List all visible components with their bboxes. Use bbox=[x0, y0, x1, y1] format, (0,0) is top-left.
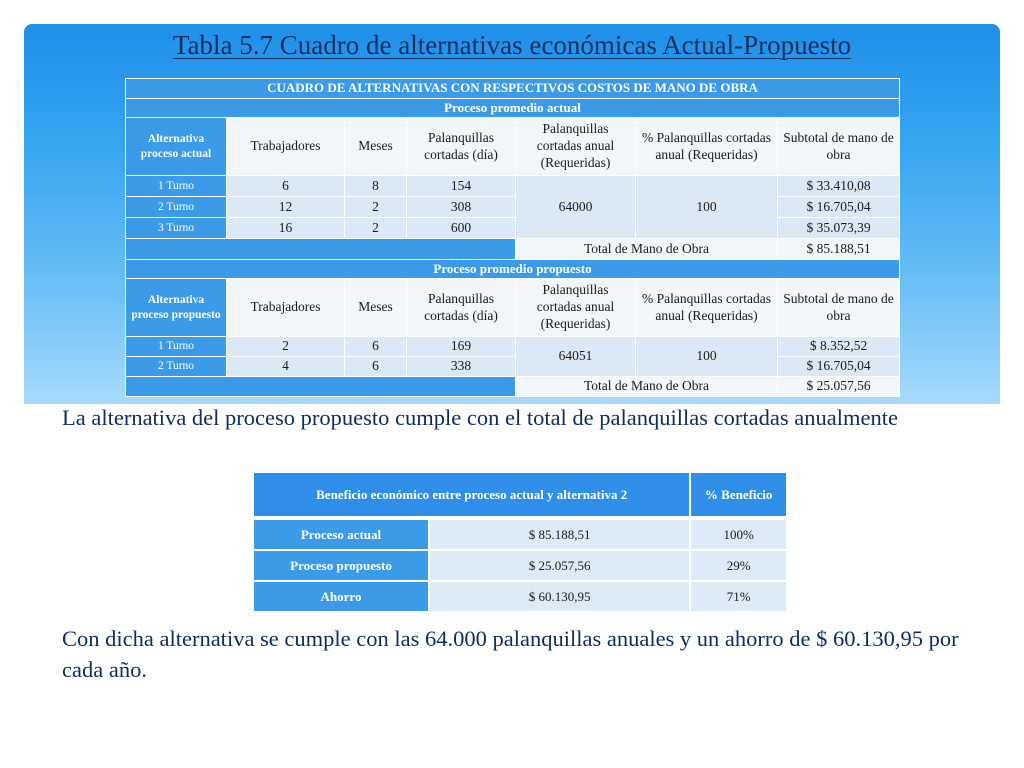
row-label: 3 Turno bbox=[126, 218, 227, 239]
benefit-row-label: Proceso propuesto bbox=[253, 550, 429, 581]
benefit-table bbox=[253, 472, 787, 612]
months-cell: 8 bbox=[345, 176, 407, 197]
header-cell: Alternativa proceso propuesto bbox=[126, 279, 227, 337]
percent-cell: 100 bbox=[636, 337, 778, 377]
subtotal-cell: $ 16.705,04 bbox=[778, 197, 900, 218]
header-cell: Palanquillas cortadas anual (Requeridas) bbox=[516, 118, 636, 176]
benefit-value: $ 25.057,56 bbox=[429, 550, 690, 581]
months-cell: 6 bbox=[345, 337, 407, 357]
labor-cost-table bbox=[125, 78, 900, 397]
per-day-cell: 169 bbox=[407, 337, 516, 357]
row-label: 2 Turno bbox=[126, 357, 227, 377]
header-cell: Meses bbox=[345, 118, 407, 176]
header-cell: Palanquillas cortadas (día) bbox=[407, 279, 516, 337]
benefit-header: Beneficio económico entre proceso actual y alternativa 2 bbox=[253, 472, 690, 517]
row-label: 1 Turno bbox=[126, 176, 227, 197]
benefit-percent: 29% bbox=[690, 550, 787, 581]
benefit-row-label: Ahorro bbox=[253, 581, 429, 612]
section-proposed: Proceso promedio propuesto bbox=[126, 260, 900, 279]
total-value: $ 85.188,51 bbox=[778, 239, 900, 260]
months-cell: 6 bbox=[345, 357, 407, 377]
total-label: Total de Mano de Obra bbox=[516, 377, 778, 397]
workers-cell: 4 bbox=[227, 357, 345, 377]
benefit-value: $ 60.130,95 bbox=[429, 581, 690, 612]
header-cell: Subtotal de mano de obra bbox=[778, 118, 900, 176]
header-cell: Palanquillas cortadas (día) bbox=[407, 118, 516, 176]
benefit-percent-header: % Beneficio bbox=[690, 472, 787, 517]
header-cell: Palanquillas cortadas anual (Requeridas) bbox=[516, 279, 636, 337]
blank-cell bbox=[126, 239, 516, 260]
months-cell: 2 bbox=[345, 197, 407, 218]
paragraph-conclusion: Con dicha alternativa se cumple con las 64.000 palanquillas anuales y un ahorro de $ 60.130,95 por cada año. bbox=[62, 626, 959, 682]
header-cell: % Palanquillas cortadas anual (Requeridas) bbox=[636, 279, 778, 337]
per-day-cell: 308 bbox=[407, 197, 516, 218]
blank-cell bbox=[126, 377, 516, 397]
annual-cell: 64051 bbox=[516, 337, 636, 377]
annual-cell: 64000 bbox=[516, 176, 636, 239]
months-cell: 2 bbox=[345, 218, 407, 239]
header-cell: Trabajadores bbox=[227, 279, 345, 337]
per-day-cell: 338 bbox=[407, 357, 516, 377]
table-caption: CUADRO DE ALTERNATIVAS CON RESPECTIVOS COSTOS DE MANO DE OBRA bbox=[126, 79, 900, 99]
per-day-cell: 154 bbox=[407, 176, 516, 197]
header-cell: Trabajadores bbox=[227, 118, 345, 176]
header-cell: Meses bbox=[345, 279, 407, 337]
row-label: 2 Turno bbox=[126, 197, 227, 218]
benefit-percent: 100% bbox=[690, 519, 787, 550]
paragraph-alternative: La alternativa del proceso propuesto cumple con el total de palanquillas cortadas anualmente bbox=[62, 405, 898, 430]
slide-title: Tabla 5.7 Cuadro de alternativas económicas Actual-Propuesto bbox=[172, 30, 852, 60]
subtotal-cell: $ 33.410,08 bbox=[778, 176, 900, 197]
workers-cell: 2 bbox=[227, 337, 345, 357]
header-cell: Alternativa proceso actual bbox=[126, 118, 227, 176]
benefit-percent: 71% bbox=[690, 581, 787, 612]
total-label: Total de Mano de Obra bbox=[516, 239, 778, 260]
total-value: $ 25.057,56 bbox=[778, 377, 900, 397]
percent-cell: 100 bbox=[636, 176, 778, 239]
subtotal-cell: $ 8.352,52 bbox=[778, 337, 900, 357]
workers-cell: 12 bbox=[227, 197, 345, 218]
per-day-cell: 600 bbox=[407, 218, 516, 239]
benefit-value: $ 85.188,51 bbox=[429, 519, 690, 550]
section-actual: Proceso promedio actual bbox=[126, 99, 900, 118]
row-label: 1 Turno bbox=[126, 337, 227, 357]
workers-cell: 16 bbox=[227, 218, 345, 239]
workers-cell: 6 bbox=[227, 176, 345, 197]
subtotal-cell: $ 35.073,39 bbox=[778, 218, 900, 239]
benefit-row-label: Proceso actual bbox=[253, 519, 429, 550]
subtotal-cell: $ 16.705,04 bbox=[778, 357, 900, 377]
header-cell: Subtotal de mano de obra bbox=[778, 279, 900, 337]
header-cell: % Palanquillas cortadas anual (Requeridas) bbox=[636, 118, 778, 176]
